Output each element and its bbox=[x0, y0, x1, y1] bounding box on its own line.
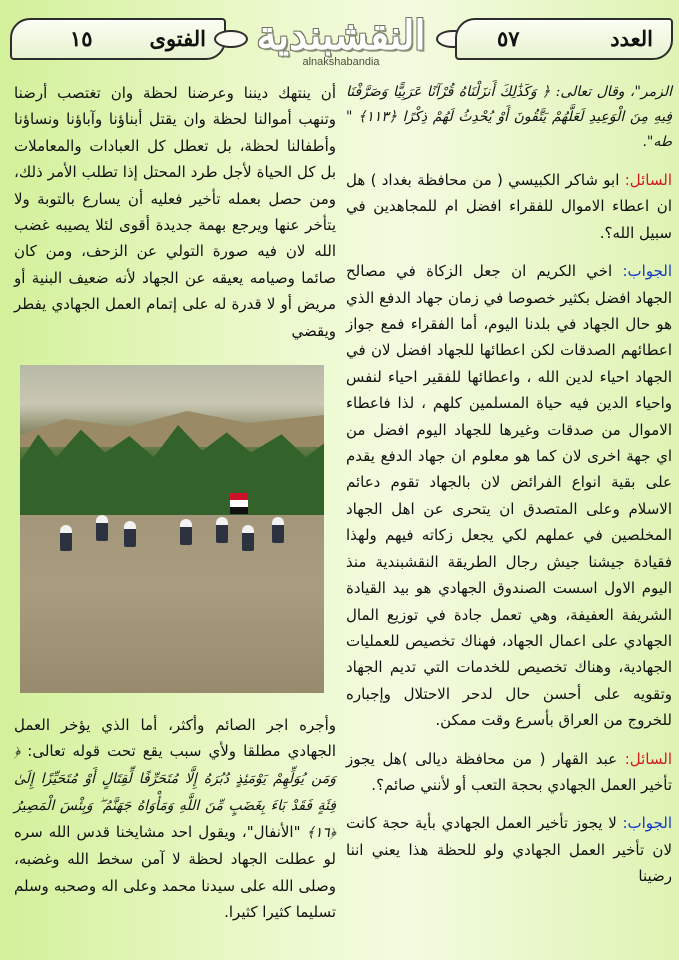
fatwa-number-banner bbox=[10, 18, 226, 60]
paragraph-text: ويقول احد مشايخنا قدس الله سره لو عطلت الجهاد لحظة لا آمن سخط الله وغضبه، وصلى الله على سيدنا محمد وعلى اله وصحبه وسلم تسليما كثيرا كثيرا. bbox=[14, 823, 336, 922]
answer-label: الجواب: bbox=[622, 814, 672, 833]
verse-text: ﴿ وَكَذَٰلِكَ أَنزَلْنَاهُ قُرْآنًا عَرَبِيًّا وَصَرَّفْنَا فِيهِ مِنَ الْوَعِيدِ لَعَلَّهُمْ يَتَّقُونَ أَوْ يُحْدِثُ لَهُمْ ذِكْرًا ﴿١١٣﴾ " bbox=[346, 84, 673, 125]
question-label: السائل: bbox=[624, 171, 672, 189]
fatwa-label: الفتوى bbox=[149, 26, 206, 51]
logo-title: النقشبندية bbox=[256, 12, 426, 59]
left-paragraph-2 bbox=[14, 712, 336, 926]
issue-number-banner bbox=[455, 18, 673, 60]
issue-number: ٥٧ bbox=[497, 26, 520, 51]
answer-label: الجواب: bbox=[622, 262, 672, 281]
quran-verse-taha bbox=[346, 80, 672, 155]
question-text: ابو شاكر الكبيسي ( من محافظة بغداد ) هل ان اعطاء الاموال للفقراء افضل ام للمجاهدين في سبيل الله؟. bbox=[346, 171, 672, 242]
fatwa-number: ١٥ bbox=[70, 26, 93, 51]
issue-label: العدد bbox=[610, 26, 653, 51]
verse-reference: طه". bbox=[642, 134, 672, 150]
page-header bbox=[0, 0, 679, 80]
question-1 bbox=[346, 167, 672, 246]
fighter-figure-icon bbox=[124, 521, 136, 547]
answer-text: اخي الكريم ان جعل الزكاة في مصالح الجهاد افضل بكثير خصوصا في زمان جهاد الدفع الذي هو حال الجهاد في بلدنا اليوم، أما الفقراء فمع جواز اعطائهم الصدقات لكن اعطائها للجهاد افضل لان في الجهاد احياء لدين الله ، واعطائها للفقير احياء لنفس واحياء الدين فيه حياة المسلمين كلهم ، لذا فاعطاء الاموال من صدقات وغيرها للجهاد اليوم افضل من اي جهة اخرى لان كما هو معلوم ان جهاد الدفع يقدم على بقية انواع الفرائض لان بالجهاد تقوم دعائم الاسلام وعلى المتصدق ان يتحرى عن اهل الجهاد المخلصين في عملهم لكي يجعل زكاته فيهم ولهذا فقيادة جيشنا جيش رجال الطريقة النقشبندية منذ اليوم الاول اسست الصندوق الجهادي هو بيد القيادة الشريفة العفيفة، وهي تعمل جادة في توزيع المال الجهادي على اعمال الجهاد، فهناك تخصيص للعمليات الجهادية، وهناك تخصيص للخدمات التي تديم الجهاد وتقويه على أحسن حال لدحر الاحتلال وإجباره للخروج من العراق بأسرع وقت ممكن. bbox=[346, 262, 672, 730]
right-column bbox=[346, 80, 672, 890]
question-2 bbox=[346, 746, 672, 799]
fighter-figure-icon bbox=[180, 519, 192, 545]
answer-1 bbox=[346, 258, 672, 733]
question-label: السائل: bbox=[624, 749, 672, 768]
left-column bbox=[14, 80, 336, 344]
answer-2 bbox=[346, 810, 672, 889]
question-text: عبد القهار ( من محافظة ديالى )هل يجوز تأخير العمل الجهادي بحجة التعب أو لأنني صائم؟. bbox=[346, 749, 672, 794]
logo-subtitle: alnakshabandia bbox=[302, 56, 380, 68]
answer-text: لا يجوز تأخير العمل الجهادي بأية حجة كانت لان تأخير العمل الجهادي ولو للحظة هذا يعني اننا رضينا bbox=[346, 814, 672, 886]
river-crossing-photo bbox=[20, 365, 324, 693]
left-column-lower bbox=[14, 712, 336, 926]
fighter-figure-icon bbox=[242, 525, 254, 551]
fighter-figure-icon bbox=[60, 525, 72, 551]
paragraph-text: وأجره اجر الصائم وأكثر، أما الذي يؤخر العمل الجهادي مطلقا ولأي سبب يقع تحت قوله تعالى: bbox=[14, 716, 336, 761]
iraq-flag-icon bbox=[230, 493, 248, 515]
scroll-ornament-icon bbox=[214, 30, 248, 48]
fighter-figure-icon bbox=[96, 515, 108, 541]
quran-verse-anfal: ﴿ وَمَن يُوَلِّهِمْ يَوْمَئِذٍ دُبُرَهُ إِلَّا مُتَحَرِّفًا لِّقِتَالٍ أَوْ مُتَحَيِّزًا إِلَىٰ فِئَةٍ فَقَدْ بَاءَ بِغَضَبٍ مِّنَ اللَّهِ وَمَأْوَاهُ جَهَنَّمُ ۖ وَبِئْسَ الْمَصِيرُ ﴿١٦﴾ bbox=[14, 744, 336, 842]
fighter-figure-icon bbox=[216, 517, 228, 543]
left-paragraph-1: أن ينتهك ديننا وعرضنا لحظة وان تغتصب أرضنا وتنهب أموالنا لحظة وان يقتل أبناؤنا وآباؤنا ونساؤنا وأطفالنا لحظة، بل تعطل كل العبادات والمعاملات بل كل الحياة لأجل طرد المحتل إذا تطلب الأمر ذلك، ومن حصل بعمله تأخير فعليه أن يسارع بالتوبة ولا يتأخر عنها ويرجع بهمة جديدة أقوى لئلا يصيبه غضب الله لان فيه صورة التولي عن الزحف، ومن كان صائما وصيامه يعيقه عن الجهاد لأنه ضعيف البنية أو مريض أو لا قدرة له على إتمام العمل الجهادي يفطر ويقضي bbox=[14, 84, 336, 340]
fighter-figure-icon bbox=[272, 517, 284, 543]
verse-intro: الزمر"، وقال تعالى: bbox=[555, 84, 672, 100]
magazine-logo bbox=[246, 12, 436, 78]
verse-reference: "الأنفال"، bbox=[241, 823, 301, 842]
